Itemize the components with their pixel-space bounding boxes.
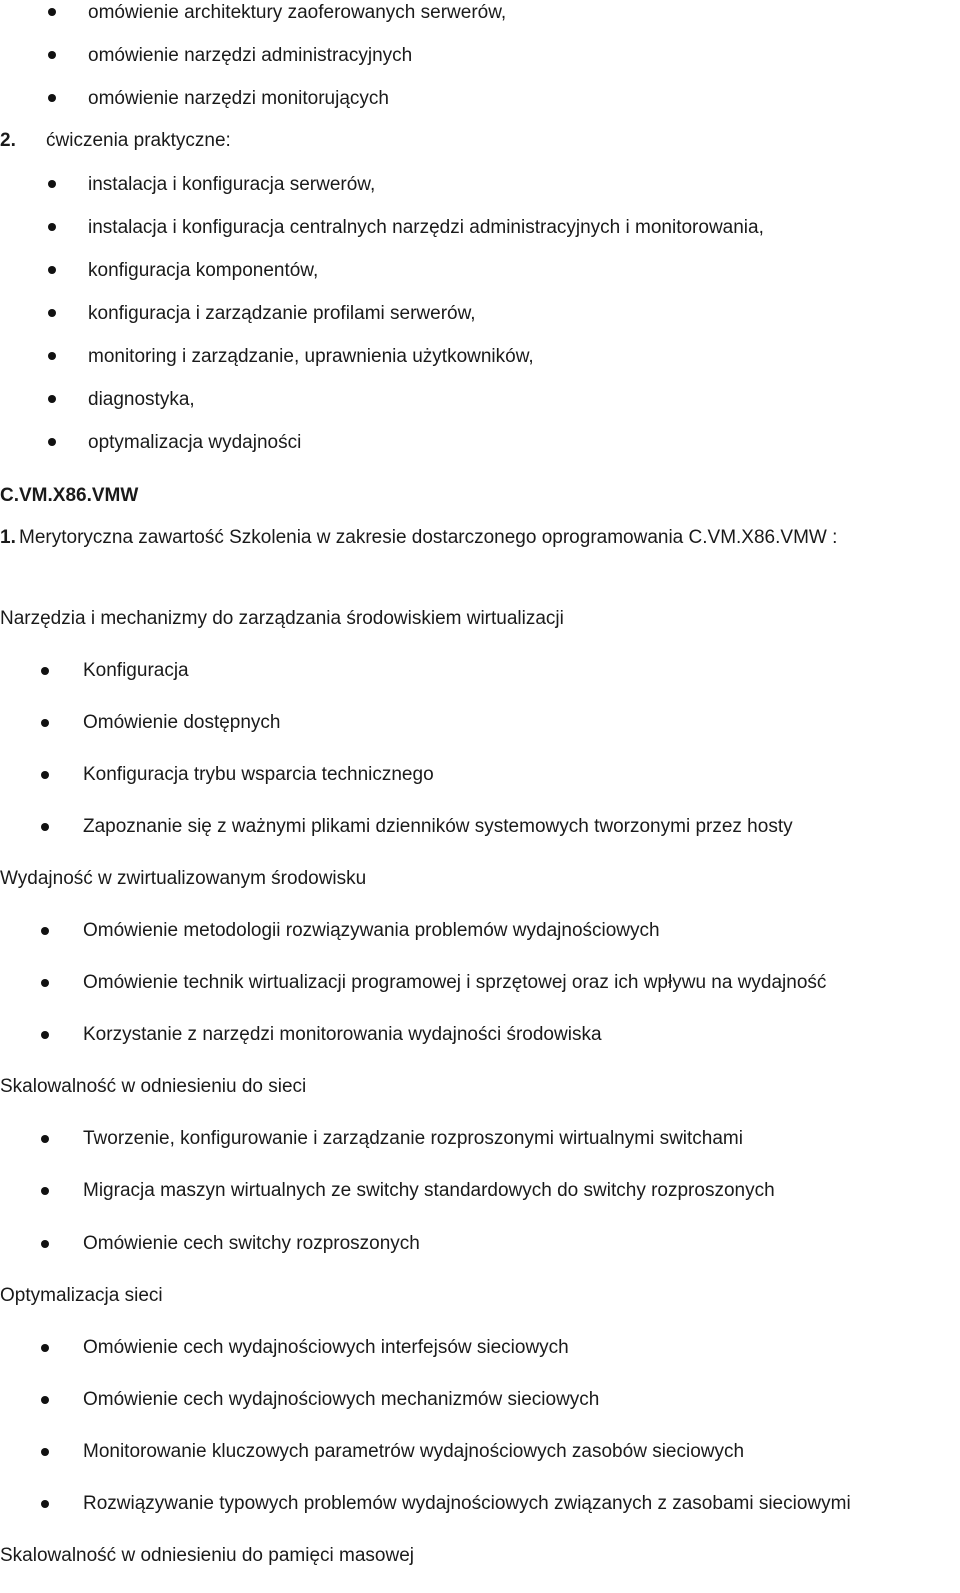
bullet-icon [41, 1396, 49, 1404]
list-item: instalacja i konfiguracja centralnych narzędzi administracyjnych i monitorowania, [88, 217, 764, 238]
bullet-icon [48, 266, 56, 274]
list-item: instalacja i konfiguracja serwerów, [88, 174, 376, 195]
bullet-icon [48, 352, 56, 360]
list-item: Zapoznanie się z ważnymi plikami dzienników systemowych tworzonymi przez hosty [83, 816, 793, 837]
list-item: konfiguracja i zarządzanie profilami serwerów, [88, 303, 476, 324]
list-item: Korzystanie z narzędzi monitorowania wydajności środowiska [83, 1024, 602, 1045]
list-item: optymalizacja wydajności [88, 432, 302, 453]
bullet-icon [41, 1135, 49, 1143]
section-title: Optymalizacja sieci [0, 1285, 163, 1306]
list-label: Merytoryczna zawartość Szkolenia w zakresie dostarczonego oprogramowania C.VM.X86.VMW : [19, 527, 838, 548]
bullet-icon [41, 667, 49, 675]
bullet-icon [48, 395, 56, 403]
list-item: Rozwiązywanie typowych problemów wydajnościowych związanych z zasobami sieciowymi [83, 1493, 851, 1514]
bullet-icon [41, 771, 49, 779]
bullet-icon [41, 927, 49, 935]
list-item: Omówienie cech switchy rozproszonych [83, 1233, 420, 1254]
bullet-icon [48, 94, 56, 102]
bullet-icon [48, 8, 56, 16]
bullet-icon [41, 1187, 49, 1195]
list-item: diagnostyka, [88, 389, 195, 410]
list-item: Konfiguracja [83, 660, 189, 681]
list-item: monitoring i zarządzanie, uprawnienia użytkowników, [88, 346, 534, 367]
list-item: Migracja maszyn wirtualnych ze switchy standardowych do switchy rozproszonych [83, 1180, 775, 1201]
list-item: omówienie architektury zaoferowanych serwerów, [88, 2, 507, 23]
bullet-icon [48, 438, 56, 446]
list-item: Omówienie metodologii rozwiązywania problemów wydajnościowych [83, 920, 660, 941]
list-item: Omówienie cech wydajnościowych interfejsów sieciowych [83, 1337, 569, 1358]
list-item: Omówienie cech wydajnościowych mechanizmów sieciowych [83, 1389, 600, 1410]
bullet-icon [41, 1448, 49, 1456]
section-title: Wydajność w zwirtualizowanym środowisku [0, 868, 367, 889]
list-item: Tworzenie, konfigurowanie i zarządzanie rozproszonymi wirtualnymi switchami [83, 1128, 743, 1149]
bullet-icon [48, 223, 56, 231]
bullet-icon [41, 823, 49, 831]
bullet-icon [41, 1500, 49, 1508]
bullet-icon [48, 51, 56, 59]
bullet-icon [48, 180, 56, 188]
list-item: Monitorowanie kluczowych parametrów wydajnościowych zasobów sieciowych [83, 1441, 745, 1462]
list-item: Omówienie dostępnych [83, 712, 281, 733]
bullet-icon [41, 719, 49, 727]
section-title: Skalowalność w odniesieniu do sieci [0, 1076, 307, 1097]
bullet-icon [41, 1240, 49, 1248]
list-item: omówienie narzędzi monitorujących [88, 88, 389, 109]
list-number: 1. [0, 527, 16, 548]
list-item: Omówienie technik wirtualizacji programowej i sprzętowej oraz ich wpływu na wydajność [83, 972, 827, 993]
section-heading: C.VM.X86.VMW [0, 485, 139, 506]
list-item: Konfiguracja trybu wsparcia technicznego [83, 764, 434, 785]
bullet-icon [41, 1344, 49, 1352]
bullet-icon [41, 1031, 49, 1039]
bullet-icon [48, 309, 56, 317]
list-item: omówienie narzędzi administracyjnych [88, 45, 413, 66]
list-label: ćwiczenia praktyczne: [46, 130, 231, 151]
bullet-icon [41, 979, 49, 987]
section-title: Narzędzia i mechanizmy do zarządzania środowiskiem wirtualizacji [0, 608, 564, 629]
section-title: Skalowalność w odniesieniu do pamięci masowej [0, 1545, 414, 1566]
list-number: 2. [0, 130, 16, 151]
list-item: konfiguracja komponentów, [88, 260, 319, 281]
